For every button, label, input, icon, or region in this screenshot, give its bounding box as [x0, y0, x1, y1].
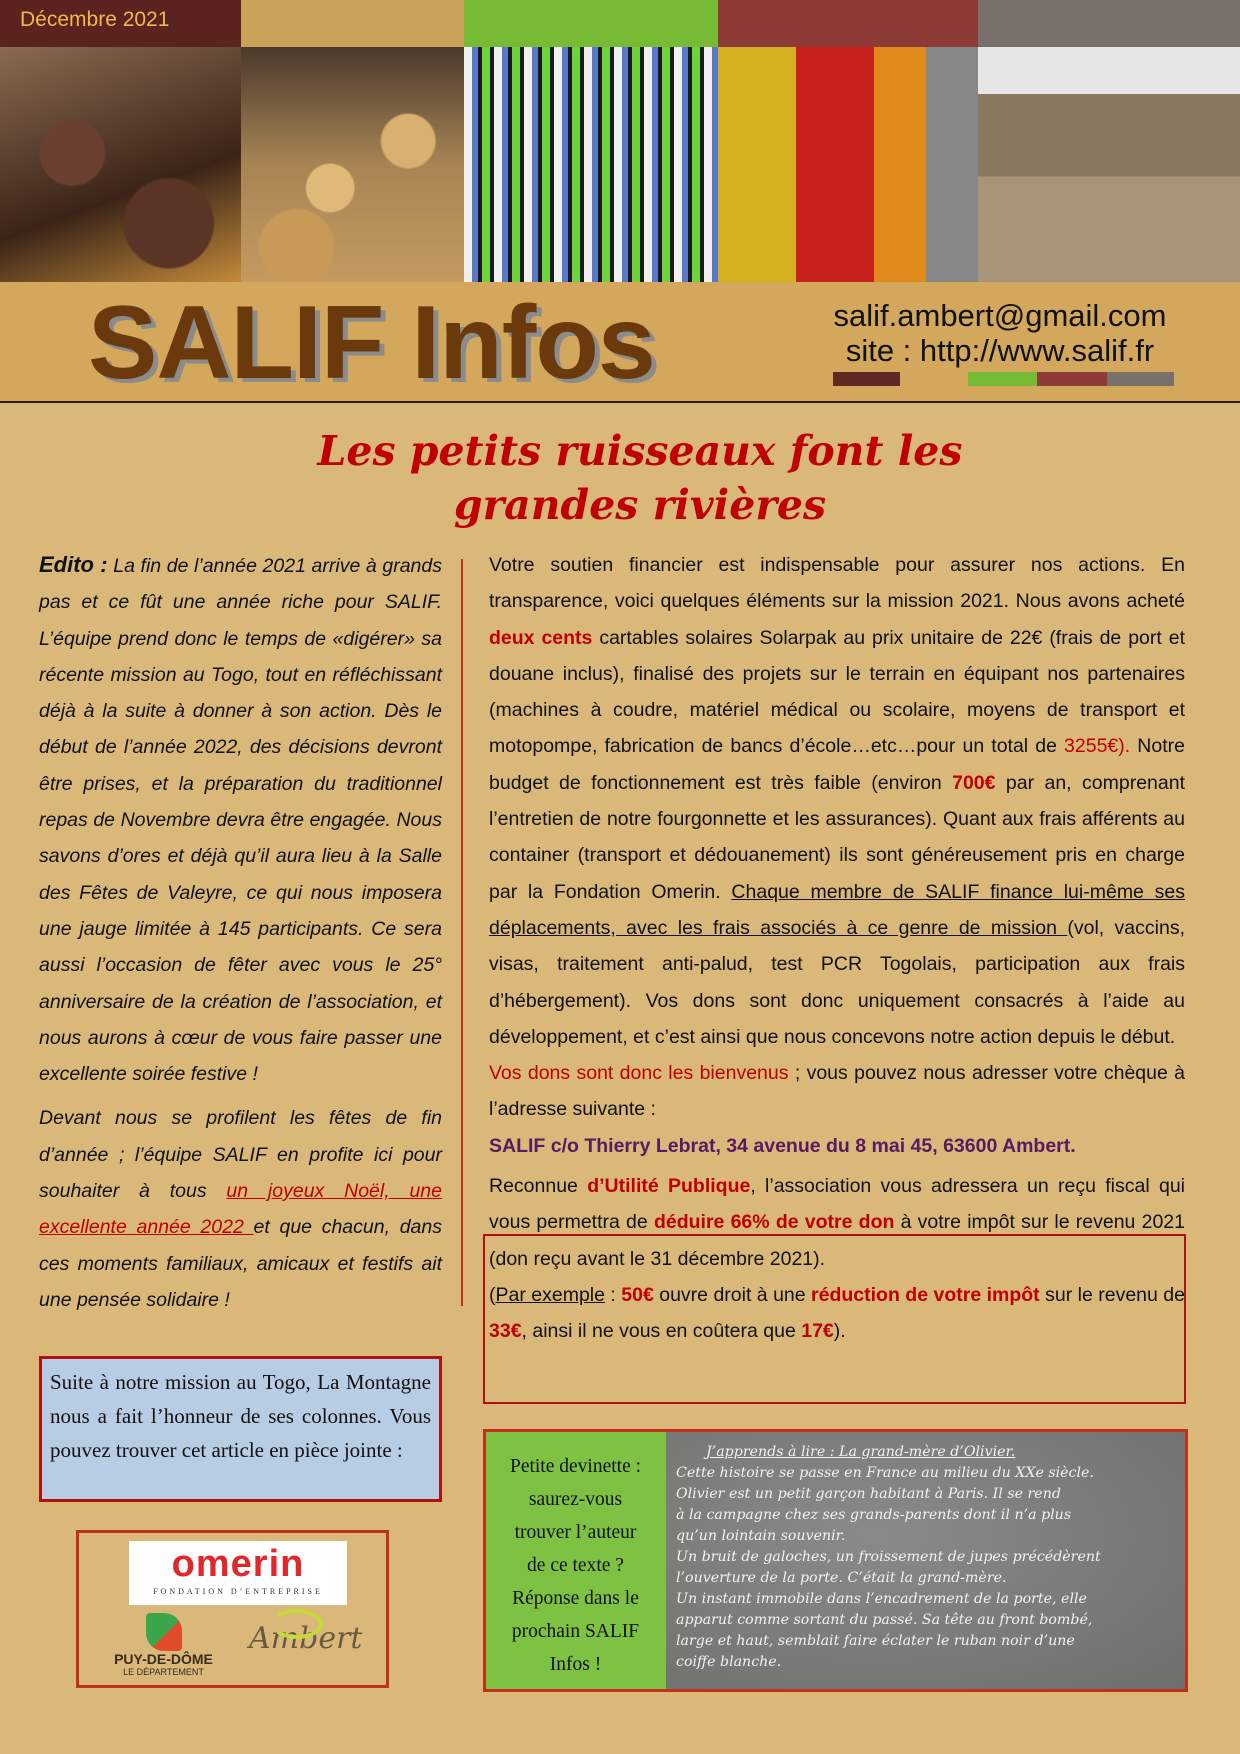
text: Votre soutien financier est indispensable pour assurer nos actions. En transparence, voici quelques éléments sur la mission 2021. Nous avons acheté: [489, 554, 1185, 613]
edito-column: [39, 547, 442, 1318]
photo-beads: [464, 47, 718, 282]
color-square-maroon: [833, 372, 900, 386]
photo-children: [0, 47, 241, 282]
riddle-box: [483, 1429, 1188, 1692]
color-square-brick: [1037, 372, 1107, 386]
chalk-line: Cette histoire se passe en France au milieu du XXe siècle.: [676, 1465, 1094, 1481]
headline: [140, 424, 1140, 532]
color-block-tan: [241, 0, 464, 47]
text: par an, comprenant l’entretien de notre fourgonnette et les assurances). Quant aux frais afférents au container (transport et dédouanement) ils sont généreusement pris en charge par la Fondation Omerin.: [489, 771, 1185, 903]
chalk-line: qu’un lointain souvenir.: [676, 1528, 846, 1544]
tax-info-box: [483, 1234, 1186, 1404]
edito-text: et que chacun, dans ces moments familiaux, amicaux et festifs ait une pensée solidaire !: [39, 1216, 442, 1311]
chalkboard-image: [666, 1432, 1185, 1689]
highlight: réduction de votre impôt: [811, 1283, 1040, 1306]
chalk-line: apparut comme sortant du passé. Sa tête au front bombé,: [676, 1612, 1093, 1628]
text: (vol, vaccins, visas, traitement anti-palud, test PCR Togolais, participation aux frais d’hébergement). Vos dons sont donc uniquement consacrés à l’aide au développement, et c’est ainsi que nous concevons notre action depuis le début.: [489, 916, 1185, 1048]
text: :: [604, 1283, 622, 1306]
underlined-text: Chaque membre de SALIF finance lui-même ses déplacements, avec les frais associés à ce genre de mission: [489, 880, 1185, 939]
text: ; vous pouvez nous adresser votre chèque à l’adresse suivante :: [489, 1062, 1186, 1121]
text: cartables solaires Solarpak au prix unitaire de 22€ (frais de port et douane inclus), finalisé des projets sur le terrain en équipant nos partenaires (machines à coudre, matériel médical ou scolaire, moyens de transport et motopompe, fabrication de bancs d’école…etc…pour un total de: [489, 626, 1185, 758]
funding-paragraph: [489, 547, 1185, 1055]
main-column: [489, 547, 1185, 1350]
text: , ainsi il ne vous en coûtera que: [521, 1320, 802, 1343]
website-link[interactable]: site : http://www.salif.fr: [845, 333, 1155, 368]
color-square-green: [968, 372, 1037, 386]
date-banner: Décembre 2021: [0, 0, 241, 47]
email-link[interactable]: salif.ambert@gmail.com: [833, 298, 1167, 333]
text: Par exemple: [495, 1283, 605, 1306]
edito-paragraph-1: [39, 547, 442, 1092]
text: , l’association vous adressera un reçu fiscal qui vous permettra de: [489, 1175, 1185, 1234]
highlight: 17€: [801, 1320, 834, 1343]
highlight: 50€: [621, 1283, 654, 1306]
edito-text: La fin de l’année 2021 arrive à grands pas et ce fût une année riche pour SALIF. L’équipe prend donc le temps de «digérer» sa récente mission au Togo, tout en réfléchissant déjà à la suite à donner à son action. Dès le début de l’année 2022, des décisions devront être prises, et la préparation du traditionnel repas de Novembre devra être engagée. Nous savons d’ores et déjà qu’il aura lieu à la Salle des Fêtes de Valeyre, ce qui nous imposera une jauge limitée à 145 participants. Ce sera aussi l’occasion de fêter avec vous le 25° anniversaire de la création de l’association, et nous aurons à cœur de vous faire passer une excellente soirée festive !: [39, 555, 442, 1086]
riddle-line: Infos !: [549, 1654, 602, 1675]
highlight: 700€: [952, 771, 996, 794]
chalk-line: Olivier est un petit garçon habitant à Paris. Il se rend: [676, 1486, 1061, 1502]
highlight: 33€: [489, 1320, 522, 1343]
text: (: [489, 1283, 496, 1306]
omerin-logo: omerin FONDATION D’ENTREPRISE: [129, 1541, 347, 1605]
press-box: Suite à notre mission au Togo, La Montagne nous a fait l’honneur de ses colonnes. Vous pouvez trouver cet article en pièce jointe :: [39, 1356, 442, 1502]
contact-info: [790, 298, 1210, 368]
photo-village: [978, 47, 1240, 282]
chalk-line: à la campagne chez ses grands-parents dont il n’a plus: [676, 1507, 1072, 1523]
riddle-line: trouver l’auteur: [514, 1522, 637, 1543]
text: à votre impôt sur le revenu 2021 (don reçu avant le 31 décembre 2021).: [489, 1211, 1185, 1270]
donation-paragraph: [489, 1055, 1185, 1128]
riddle-line: Petite devinette :: [509, 1456, 642, 1477]
color-block-green: [464, 0, 718, 47]
text: Notre budget de fonctionnement est très faible (environ: [489, 735, 1185, 794]
headline-line-2: grandes rivières: [453, 481, 827, 529]
riddle-line: saurez-vous: [528, 1489, 623, 1510]
color-block-gray: [978, 0, 1240, 47]
puy-de-dome-logo: PUY-DE-DÔME LE DÉPARTEMENT: [111, 1613, 216, 1677]
highlight: déduire 66% de votre don: [653, 1211, 895, 1234]
highlight: d’Utilité Publique: [587, 1175, 751, 1198]
text: sur le revenu de: [1039, 1283, 1185, 1306]
headline-line-1: Les petits ruisseaux font les: [317, 427, 963, 475]
chalk-line: large et haut, semblait faire éclater le ruban noir d’une: [676, 1633, 1075, 1649]
column-divider: [461, 559, 463, 1306]
text: ouvre droit à une: [653, 1283, 812, 1306]
chalk-line: J’apprends à lire : La grand-mère d’Olivier.: [706, 1444, 1016, 1460]
edito-paragraph-2: [39, 1100, 442, 1318]
chalk-line: Un instant immobile dans l’encadrement de la porte, elle: [676, 1591, 1087, 1607]
color-block-brick: [718, 0, 978, 47]
highlight: 3255€).: [1064, 735, 1131, 758]
postal-address: SALIF c/o Thierry Lebrat, 34 avenue du 8 mai 45, 63600 Ambert.: [489, 1134, 1076, 1157]
riddle-line: Réponse dans le: [512, 1588, 639, 1609]
riddle-text: [486, 1432, 665, 1689]
photo-women: [718, 47, 978, 282]
text: ).: [833, 1320, 846, 1343]
riddle-line: prochain SALIF: [511, 1621, 640, 1642]
holiday-wishes: un joyeux Noël, une excellente année 2022: [39, 1180, 442, 1239]
chalk-line: coiffe blanche.: [676, 1654, 782, 1670]
highlight: deux cents: [489, 626, 593, 649]
riddle-line: de ce texte ?: [527, 1555, 624, 1576]
chalk-line: l’ouverture de la porte. C’était la grand-mère.: [676, 1570, 1007, 1586]
leaf-icon: [146, 1613, 182, 1651]
ambert-logo: Ambert: [249, 1621, 362, 1656]
edito-text: Devant nous se profilent les fêtes de fin d’année ; l’équipe SALIF en profite ici pour souhaiter à tous: [39, 1107, 442, 1203]
highlight: Vos dons sont donc les bienvenus: [489, 1062, 789, 1085]
text: Reconnue: [489, 1175, 588, 1198]
sponsor-logos: [76, 1530, 389, 1688]
edito-label: Edito :: [39, 552, 108, 577]
chalk-line: Un bruit de galoches, un froissement de jupes précédèrent: [676, 1549, 1101, 1565]
color-square-gray: [1107, 372, 1174, 386]
newsletter-title: SALIF Infos: [88, 285, 655, 401]
photo-calabashes: [241, 47, 464, 282]
